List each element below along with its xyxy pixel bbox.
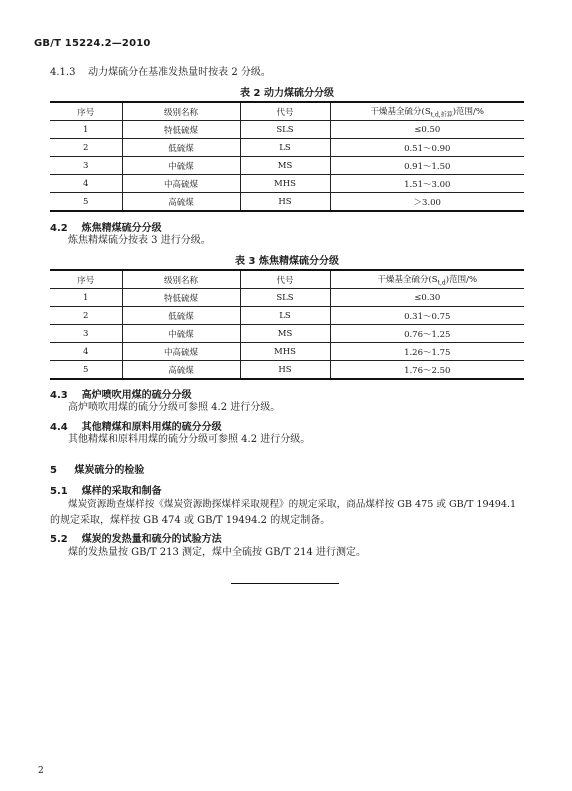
- table-cell: 高硫煤: [122, 361, 240, 380]
- table-cell: 1.51～3.00: [330, 175, 524, 193]
- table-cell: 4: [50, 175, 122, 193]
- table-3-caption: 表 3 炼焦精煤硫分分级: [235, 256, 339, 267]
- table-cell: 中硫煤: [122, 157, 240, 175]
- table-2-caption-wrap: [50, 84, 524, 99]
- table-cell: 低硫煤: [122, 139, 240, 157]
- table-cell: 1.76～2.50: [330, 361, 524, 380]
- heading-4-2: [50, 219, 162, 234]
- heading-title: 煤炭硫分的检验: [74, 465, 145, 476]
- heading-5-2: [50, 530, 222, 545]
- table-cell: ≤0.30: [330, 289, 524, 307]
- table-cell: 高硫煤: [122, 193, 240, 212]
- table-cell: SLS: [240, 289, 330, 307]
- header-cell: 干燥基全硫分$(S_{t,d})$范围/%: [330, 270, 524, 289]
- table-cell: 1.26～1.75: [330, 343, 524, 361]
- table-header-row: [50, 102, 524, 121]
- end-of-standard-rule: [231, 583, 339, 584]
- table-cell: 中高硫煤: [122, 175, 240, 193]
- header-cell: 序号: [50, 270, 122, 289]
- heading-title: 煤炭的发热量和硫分的试验方法: [81, 534, 222, 545]
- table-cell: 5: [50, 193, 122, 212]
- table-2: [50, 101, 524, 212]
- table-cell: MS: [240, 325, 330, 343]
- table-3: [50, 269, 524, 380]
- heading-number: 5: [50, 465, 57, 476]
- table-row: [50, 325, 524, 343]
- paragraph-4-3: 高炉喷吹用煤的硫分分级可参照 4.2 进行分级。: [68, 402, 281, 413]
- table-cell: 2: [50, 307, 122, 325]
- table-cell: HS: [240, 193, 330, 212]
- table-cell: HS: [240, 361, 330, 380]
- table-cell: ＞3.00: [330, 193, 524, 212]
- paragraph-5-1-line-2: 的规定采取，煤样按 GB 474 或 GB/T 19494.2 的规定制备。: [50, 515, 331, 526]
- table-cell: 4: [50, 343, 122, 361]
- table-row: [50, 193, 524, 212]
- table-cell: ≤0.50: [330, 121, 524, 139]
- heading-title: 其他精煤和原料用煤的硫分分级: [81, 422, 222, 433]
- table-cell: 中高硫煤: [122, 343, 240, 361]
- clause-number: 4.1.3: [50, 67, 76, 78]
- heading-title: 煤样的采取和制备: [81, 486, 162, 497]
- table-row: [50, 121, 524, 139]
- clause-text: 动力煤硫分在基准发热量时按表 2 分级。: [88, 67, 271, 78]
- header-cell: 代号: [240, 270, 330, 289]
- table-row: [50, 157, 524, 175]
- paragraph-4-2: 炼焦精煤硫分按表 3 进行分级。: [68, 235, 211, 246]
- header-cell: 干燥基全硫分$(S_{t,d,折算})$范围/%: [330, 102, 524, 121]
- table-cell: 0.31～0.75: [330, 307, 524, 325]
- heading-5: [50, 461, 144, 476]
- table-cell: 特低硫煤: [122, 121, 240, 139]
- heading-number: 4.2: [50, 223, 68, 234]
- table-cell: 2: [50, 139, 122, 157]
- standard-number: GB/T 15224.2—2010: [34, 38, 151, 49]
- table-2-caption: 表 2 动力煤硫分分级: [240, 88, 334, 99]
- heading-4-3: [50, 386, 192, 401]
- table-cell: 0.91～1.50: [330, 157, 524, 175]
- heading-title: 高炉喷吹用煤的硫分分级: [81, 390, 192, 401]
- table-cell: 5: [50, 361, 122, 380]
- table-cell: 特低硫煤: [122, 289, 240, 307]
- table-cell: SLS: [240, 121, 330, 139]
- heading-4-4: [50, 418, 222, 433]
- table-cell: LS: [240, 307, 330, 325]
- table-cell: MS: [240, 157, 330, 175]
- table-row: [50, 343, 524, 361]
- header-cell: 代号: [240, 102, 330, 121]
- paragraph-4-4: 其他精煤和原料用煤的硫分分级可参照 4.2 进行分级。: [68, 434, 311, 445]
- table-cell: 3: [50, 157, 122, 175]
- table-3-body: [50, 289, 524, 380]
- table-cell: MHS: [240, 175, 330, 193]
- table-row: [50, 139, 524, 157]
- table-cell: 0.76～1.25: [330, 325, 524, 343]
- page-number: 2: [38, 766, 44, 776]
- paragraph-5-1-line-1: 煤炭资源勘查煤样按《煤炭资源勘探煤样采取规程》的规定采取，商品煤样按 GB 475 或 GB/T 19494.1: [68, 499, 517, 510]
- heading-title: 炼焦精煤硫分分级: [81, 223, 162, 234]
- heading-number: 5.1: [50, 486, 68, 497]
- table-cell: 0.51～0.90: [330, 139, 524, 157]
- table-row: [50, 175, 524, 193]
- table-row: [50, 289, 524, 307]
- clause-4-1-3: [50, 66, 271, 80]
- table-row: [50, 307, 524, 325]
- paragraph-5-2: 煤的发热量按 GB/T 213 测定，煤中全硫按 GB/T 214 进行测定。: [68, 547, 366, 558]
- heading-number: 4.4: [50, 422, 68, 433]
- table-cell: MHS: [240, 343, 330, 361]
- table-row: [50, 361, 524, 380]
- table-cell: LS: [240, 139, 330, 157]
- table-cell: 低硫煤: [122, 307, 240, 325]
- table-cell: 中硫煤: [122, 325, 240, 343]
- heading-number: 5.2: [50, 534, 68, 545]
- heading-number: 4.3: [50, 390, 68, 401]
- header-cell: 级别名称: [122, 102, 240, 121]
- table-cell: 1: [50, 289, 122, 307]
- table-2-body: [50, 121, 524, 212]
- header-cell: 序号: [50, 102, 122, 121]
- heading-5-1: [50, 482, 162, 497]
- table-cell: 1: [50, 121, 122, 139]
- table-cell: 3: [50, 325, 122, 343]
- table-header-row: [50, 270, 524, 289]
- header-cell: 级别名称: [122, 270, 240, 289]
- table-3-caption-wrap: [50, 252, 524, 267]
